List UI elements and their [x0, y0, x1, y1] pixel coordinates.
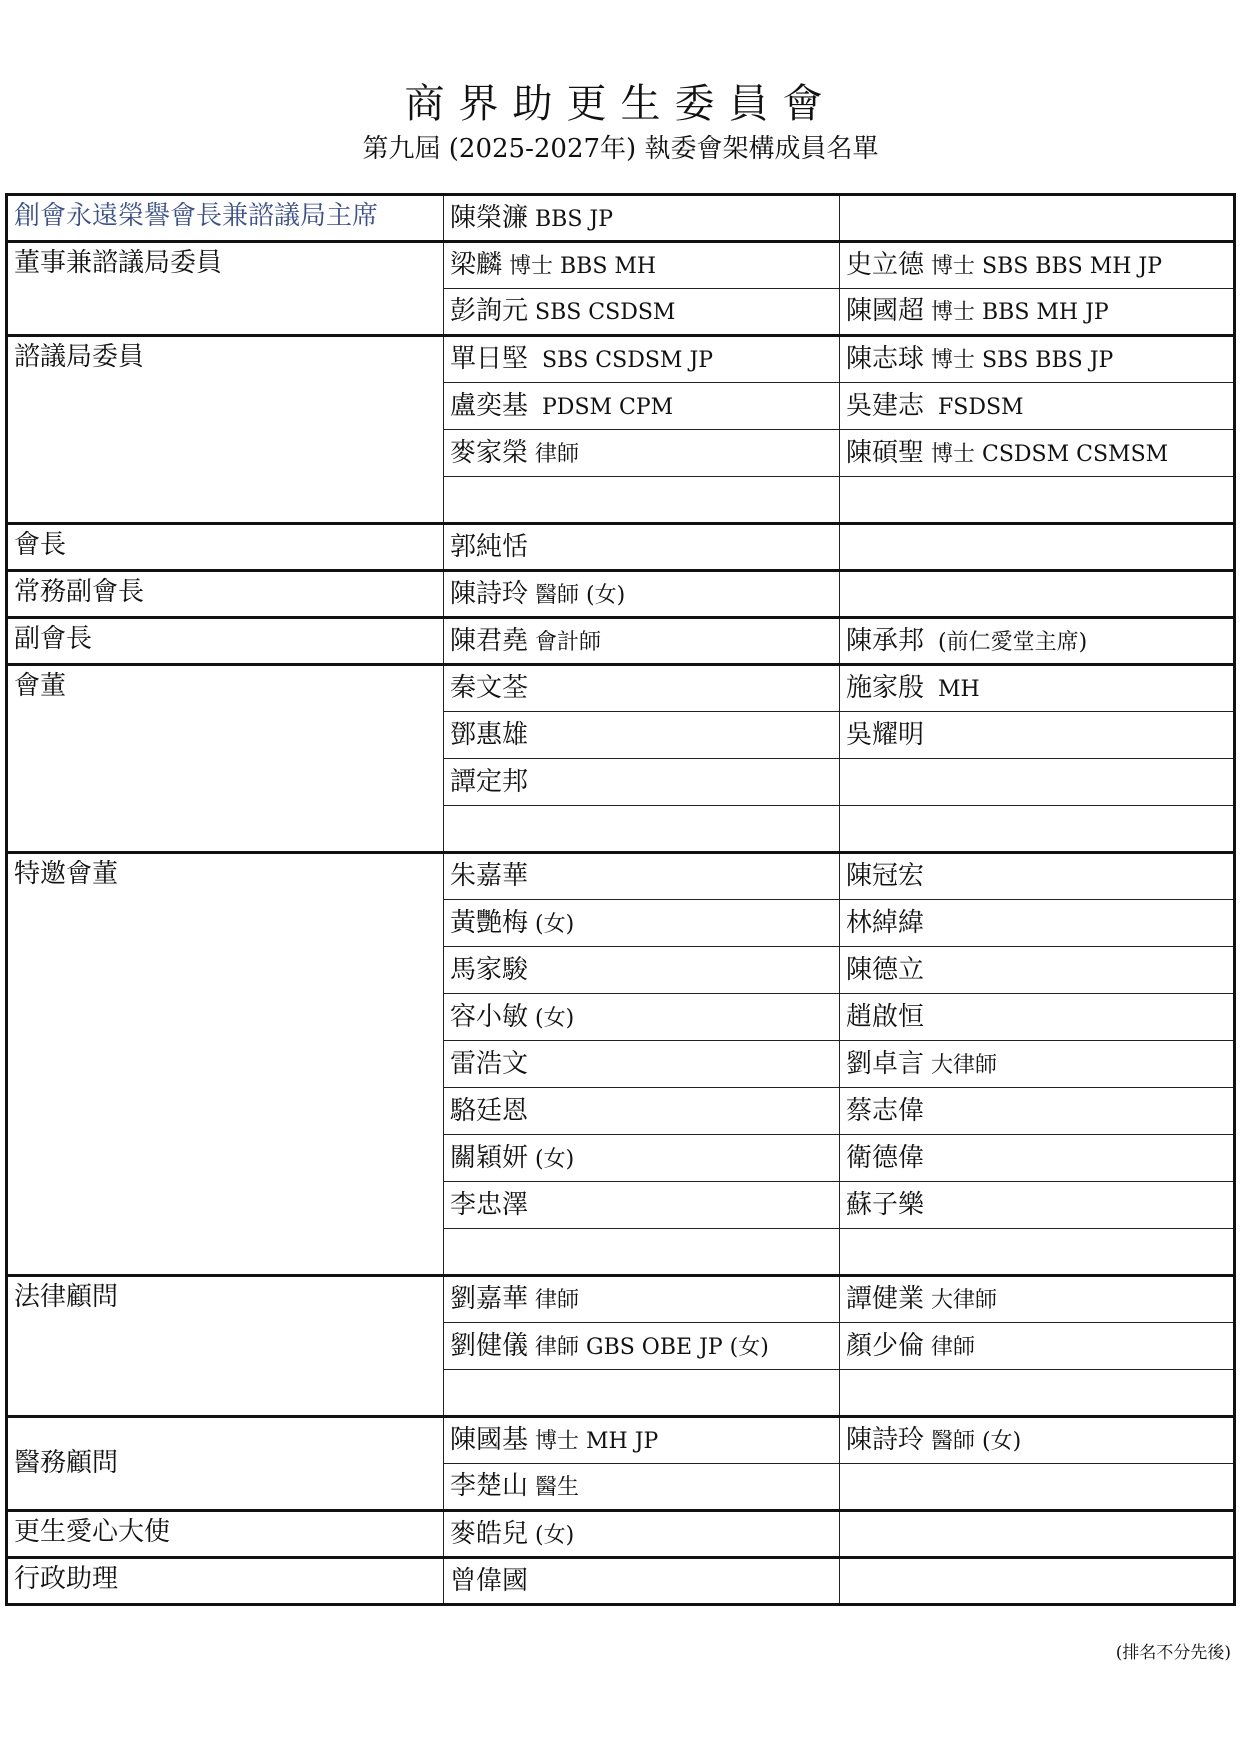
- role-title: 常務副會長: [7, 571, 444, 618]
- member-name: 陳詩玲: [846, 1425, 925, 1456]
- member-cell: [444, 853, 840, 900]
- member-cell: [444, 1229, 840, 1276]
- member-name: 譚定邦: [450, 766, 529, 797]
- member-name: 麥家榮: [450, 437, 529, 468]
- member-name: 陳國基: [450, 1425, 529, 1456]
- member-cell: [840, 195, 1235, 242]
- member-name: 梁麟: [450, 250, 503, 281]
- member-name: 林綽緯: [846, 907, 925, 938]
- member-cell: [444, 1370, 840, 1417]
- role-title: 董事兼諮議局委員: [7, 242, 444, 336]
- member-name: 秦文荃: [450, 673, 529, 704]
- member-cell: [444, 383, 840, 430]
- member-name: 施家殷: [846, 673, 925, 704]
- member-cell: [840, 853, 1235, 900]
- member-cell: [444, 477, 840, 524]
- role-title: 副會長: [7, 618, 444, 665]
- member-name: 李忠澤: [450, 1189, 529, 1220]
- member-name: 陳志球: [846, 344, 925, 375]
- member-cell: [840, 1511, 1235, 1558]
- member-cell: [444, 665, 840, 712]
- table-row: [7, 1558, 1235, 1605]
- member-cell: [840, 1323, 1235, 1370]
- member-cell: [444, 524, 840, 571]
- member-titles: 博士 SBS BBS JP: [924, 348, 1114, 374]
- member-cell: [444, 336, 840, 383]
- role-title: 法律顧問: [7, 1276, 444, 1417]
- member-name: 陳承邦: [846, 625, 925, 656]
- member-cell: [840, 806, 1235, 853]
- member-name: 彭詢元: [450, 296, 529, 327]
- role-title: 更生愛心大使: [7, 1511, 444, 1558]
- role-title: 醫務顧問: [7, 1417, 444, 1511]
- member-titles: 博士 BBS MH JP: [924, 300, 1109, 326]
- member-name: 譚健業: [846, 1284, 925, 1315]
- member-name: 馬家駿: [450, 954, 529, 985]
- member-cell: [840, 1229, 1235, 1276]
- member-cell: [444, 1088, 840, 1135]
- member-cell: [444, 806, 840, 853]
- member-name: 陳國超: [846, 296, 925, 327]
- member-cell: [444, 1041, 840, 1088]
- member-titles: SBS CSDSM JP: [528, 348, 714, 374]
- committee-roster-table: [5, 193, 1236, 1606]
- member-cell: [444, 571, 840, 618]
- member-name: 陳德立: [846, 954, 925, 985]
- member-name: 衛德偉: [846, 1142, 925, 1173]
- member-titles: 博士 CSDSM CSMSM: [924, 441, 1169, 467]
- role-title: 會長: [7, 524, 444, 571]
- member-name: 駱廷恩: [450, 1095, 529, 1126]
- member-titles: 會計師: [528, 629, 602, 655]
- member-name: 李楚山: [450, 1471, 529, 1502]
- member-name: 陳冠宏: [846, 861, 925, 892]
- member-cell: [840, 1558, 1235, 1605]
- member-cell: [444, 1276, 840, 1323]
- member-titles: 大律師: [924, 1288, 998, 1314]
- member-name: 陳碩聖: [846, 437, 925, 468]
- member-name: 史立德: [846, 250, 925, 281]
- member-titles: PDSM CPM: [528, 394, 674, 420]
- table-row: [7, 853, 1235, 900]
- member-cell: [444, 1417, 840, 1464]
- member-titles: 醫生: [528, 1475, 580, 1501]
- member-titles: 醫師 (女): [924, 1429, 1022, 1455]
- member-cell: [840, 1182, 1235, 1229]
- table-row: [7, 1511, 1235, 1558]
- table-row: [7, 1417, 1235, 1464]
- member-cell: [444, 1558, 840, 1605]
- member-cell: [840, 1135, 1235, 1182]
- member-name: 鄧惠雄: [450, 719, 529, 750]
- roster-body: [7, 195, 1235, 1605]
- member-name: 曾偉國: [450, 1565, 529, 1596]
- table-row: [7, 1276, 1235, 1323]
- member-cell: [840, 477, 1235, 524]
- table-row: [7, 665, 1235, 712]
- member-name: 朱嘉華: [450, 861, 529, 892]
- document-title: 商界助更生委員會: [404, 81, 837, 127]
- member-name: 關穎妍: [450, 1142, 529, 1173]
- member-name: 黃艷梅: [450, 907, 529, 938]
- member-name: 郭純恬: [450, 531, 529, 562]
- member-titles: BBS JP: [528, 206, 614, 232]
- member-cell: [840, 712, 1235, 759]
- member-titles: 律師: [924, 1334, 976, 1360]
- member-cell: [840, 430, 1235, 477]
- member-cell: [444, 1182, 840, 1229]
- member-cell: [444, 947, 840, 994]
- member-cell: [444, 430, 840, 477]
- member-name: 盧奕基: [450, 390, 529, 421]
- member-cell: [840, 994, 1235, 1041]
- member-cell: [840, 336, 1235, 383]
- member-cell: [840, 947, 1235, 994]
- member-cell: [840, 571, 1235, 618]
- member-titles: MH: [924, 677, 980, 703]
- member-name: 顏少倫: [846, 1330, 925, 1361]
- member-name: 蘇子樂: [846, 1189, 925, 1220]
- table-row: [7, 618, 1235, 665]
- member-titles: 博士 MH JP: [528, 1429, 659, 1455]
- member-cell: [840, 1088, 1235, 1135]
- member-titles: (女): [528, 1146, 575, 1172]
- member-name: 雷浩文: [450, 1048, 529, 1079]
- member-titles: (女): [528, 911, 575, 937]
- member-cell: [840, 1370, 1235, 1417]
- member-cell: [444, 1323, 840, 1370]
- member-cell: [840, 1464, 1235, 1511]
- member-name: 陳詩玲: [450, 578, 529, 609]
- role-title: 諮議局委員: [7, 336, 444, 524]
- member-cell: [444, 195, 840, 242]
- member-cell: [840, 618, 1235, 665]
- role-title: 會董: [7, 665, 444, 853]
- member-cell: [840, 665, 1235, 712]
- member-name: 陳榮濂: [450, 202, 529, 233]
- member-name: 劉卓言: [846, 1048, 925, 1079]
- member-cell: [840, 383, 1235, 430]
- table-row: [7, 195, 1235, 242]
- member-cell: [444, 289, 840, 336]
- member-titles: (女): [528, 1522, 575, 1548]
- member-name: 吳建志: [846, 390, 925, 421]
- member-name: 劉健儀: [450, 1330, 529, 1361]
- role-title: 創會永遠榮譽會長兼諮議局主席: [7, 195, 444, 242]
- member-name: 趙啟恒: [846, 1001, 925, 1032]
- member-cell: [840, 242, 1235, 289]
- role-title: 行政助理: [7, 1558, 444, 1605]
- member-cell: [444, 994, 840, 1041]
- member-cell: [840, 1276, 1235, 1323]
- member-cell: [444, 618, 840, 665]
- member-name: 單日堅: [450, 344, 529, 375]
- member-cell: [444, 759, 840, 806]
- table-row: [7, 524, 1235, 571]
- member-name: 容小敏: [450, 1001, 529, 1032]
- table-row: [7, 242, 1235, 289]
- table-row: [7, 571, 1235, 618]
- member-titles: 醫師 (女): [528, 582, 626, 608]
- member-name: 陳君堯: [450, 625, 529, 656]
- member-cell: [840, 759, 1235, 806]
- member-cell: [840, 900, 1235, 947]
- member-titles: 博士 SBS BBS MH JP: [924, 254, 1163, 280]
- member-cell: [840, 289, 1235, 336]
- ordering-note: (排名不分先後): [1115, 1643, 1231, 1663]
- member-titles: FSDSM: [924, 394, 1024, 420]
- member-cell: [840, 1417, 1235, 1464]
- member-cell: [444, 900, 840, 947]
- member-cell: [840, 1041, 1235, 1088]
- member-cell: [444, 1511, 840, 1558]
- member-titles: (前仁愛堂主席): [924, 629, 1088, 655]
- table-row: [7, 336, 1235, 383]
- member-titles: 博士 BBS MH: [502, 254, 657, 280]
- member-cell: [840, 524, 1235, 571]
- member-cell: [444, 712, 840, 759]
- member-cell: [444, 1135, 840, 1182]
- member-titles: 律師: [528, 1288, 580, 1314]
- member-name: 吳耀明: [846, 719, 925, 750]
- member-cell: [444, 242, 840, 289]
- member-name: 蔡志偉: [846, 1095, 925, 1126]
- member-name: 劉嘉華: [450, 1284, 529, 1315]
- document-subtitle: 第九屆 (2025-2027年) 執委會架構成員名單: [362, 134, 879, 164]
- role-title: 特邀會董: [7, 853, 444, 1276]
- member-cell: [444, 1464, 840, 1511]
- member-titles: SBS CSDSM: [528, 300, 676, 326]
- member-name: 麥皓兒: [450, 1518, 529, 1549]
- member-titles: 大律師: [924, 1052, 998, 1078]
- member-titles: 律師: [528, 441, 580, 467]
- member-titles: 律師 GBS OBE JP (女): [528, 1334, 769, 1360]
- member-titles: (女): [528, 1005, 575, 1031]
